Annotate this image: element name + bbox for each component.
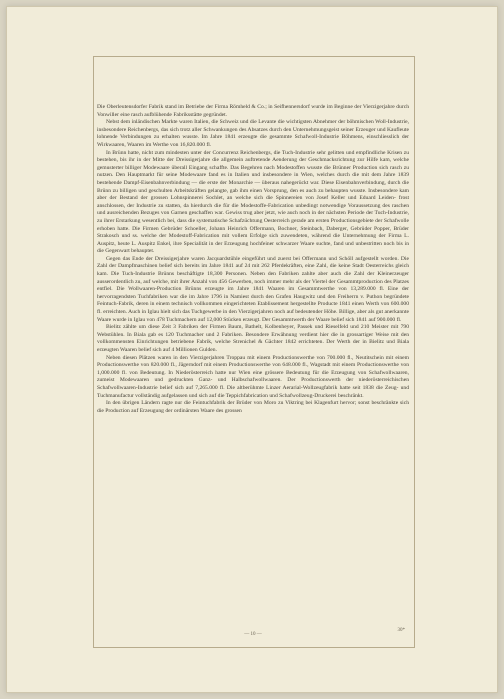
paragraph: In Brünn hatte, nicht zum mindesten unter der Concurrenz Reichenbergs, die Tuch-Industrie sehr gelitten und empfindliche Krisen zu bestehen, bis ihr in der Mitte der Dreissigerjahre die allgemein auftretende Aenderung der Geschmacksrichtung zur Hilfe kam, welche gemusterter billiger Modewaare überall Eingang schaffte. Das Begehren nach Modestoffen wusste die Brünner Production sich rasch zu nutzen. Den Hauptmarkt für seine Modewaare fand es in Italien und insbesondere in Wien, welches durch die mit dem Jahre 1839 bestehende Dampf-Eisenbahnverbindung — die erste der Monarchie — überaus nahegerückt war. Diese Eisenbahnverbindung, durch die Brünn zu billigen und geschulten Arbeitskräften gelangte, gab ihm einen Vorsprung, den es auch zu behaupten wusste. Insbesondere kam aber der Bestand der grossen Lohnspinnerei Sochlet, an welche sich die Spinnereien von Josef Keller und Eduard Leiden- frost anschlossen, der Industrie zu statten, da hierdurch die für die Modestoffe-Fabrication unbedingt notwendige Voraussetzung des raschen und ausreichenden Bezuges von Garnen geschaffen war. Gewiss trug aber jetzt, wie auch noch in der nächsten Periode der Tuch-Industrie, zu ihrer Erstarkung wesentlich bei, dass die systematische Schafzüchtung Oesterreich gerade am ersten Productionsgebiete der Schafwolle erhoben hatte. Die Firmen Gebrüder Schoeller, Johann Heinrich Offermann, Bochner, Steinbach, Daberger, Gebrüder Popper, Brüder Strakosch und ss. welche der Modestoff-Fabrication mit vollem Erfolge sich zuwendeten, während die Unternehmung der Firma L. Auspitz, heute L. Auspitz Enkel, ihre Specialität in der Erzeugung hochfeiner schwarzer Waare suchte, fand und unbestritten noch bis in die Gegenwart behauptet.	[97, 149, 409, 255]
paragraph: Bielitz zählte um diese Zeit 3 Fabriken der Firmen Baum, Bathelt, Kolbenheyer, Passek und Rieselfeld und 210 Meister mit 790 Webstühlen. In Biala gab es 120 Tuchmacher und 2 Fabriken. Besondere Erwähnung verdient hier die in grossartiger Weise mit den vollkommensten Einrichtungen betriebene Fabrik, welche Strenichel & Gächter 1842 errichteten. Der Werth der in Bielitz und Biala erzeugten Waaren belief sich auf 4 Millionen Gulden.	[97, 324, 409, 353]
document-page	[6, 6, 498, 693]
paragraph: Neben diesen Plätzen waren in den Vierzigerjahren Troppau mit einem Productionswerthe von 700.000 fl., Neutitschein mit einem Productionswerthe von 820.000 fl., Jägerndorf mit einem Productionswerthe von 648.000 fl., Wagstadt mit einem Productionswerthe von 1,000.000 fl. von Bedeutung. In Niederösterreich hatte nur Wien eine grössere Bedeutung für die Erzeugung von Schafwollwaaren, zumeist Modewaaren und gedruckten Ganz- und Halbschafwollwaaren. Der Productionswerth der niederösterreichischen Schafwollwaaren-Industrie belief sich auf 7,265.000 fl. Die altberühmte Linzer Aerarial-Wollzeugfabrik hatte seit 1838 die Zeug- und Tuchmanufactur vollständig aufgelassen und sich auf die Teppichfabrication und Schafwollzeug-Druckerei beschränkt.	[97, 354, 409, 399]
paragraph: In den übrigen Ländern ragte nur die Feintuchfabrik der Brüder von Moro zu Viktring bei Klagenfurt hervor; sonst beschränkte sich die Production auf Erzeugung der ordinärsten Waare des grossen	[97, 400, 409, 414]
body-text	[97, 104, 409, 415]
paragraph: Die Oberleutensdorfer Fabrik stand im Betriebe der Firma Römheld & Co.; in Seifhennersdorf wurde im Beginne der Vierzigerjahre durch Vonwiller eine rasch aufblühende Fabriksstätte gegründet.	[97, 104, 409, 118]
paragraph: Nebst dem inländischen Markte waren Italien, die Schweiz und die Levante die wichtigsten Abnehmer der böhmischen Woll-Industrie, insbesondere Reichenbergs, das sich trotz aller Schwankungen des Absatzes durch den Unternehmungsgeist seiner Erzeuger und Kaufleute lohnende Verbindungen zu erhalten wusste. Im Jahre 1841 erzeugte die gesammte Schafwoll-Industrie Böhmens, einschliesslich der Wirkwaaren, Waaren im Werthe von 16,820.000 fl.	[97, 119, 409, 148]
page-footer	[97, 628, 409, 640]
page-number: — 10 —	[244, 632, 262, 637]
signature-mark: 30*	[397, 628, 405, 633]
paragraph: Gegen das Ende der Dreissigerjahre waren Jacquardstühle eingeführt und zuerst bei Offermann und Schöll aufgestellt worden. Die Zahl der Dampfmaschinen belief sich bereits im Jahre 1841 auf 24 mit 262 Pferdekräften, eine Zahl, die keine Stadt Oesterreichs gleich kam. Die Tuch-Industrie Brünns beschäftigte 18,300 Personen. Neben den Fabriken zahlte aber auch die Zahl der Kleinerzeuger ausserordentlich zu, auf welche, mit ihrer Anzahl von 456 Gewerben, noch immer mehr als der Viertel der Gesammtproduction des Platzes entfiel. Die Wollwaaren-Production Brünns erzeugte im Jahre 1841 Waaren im Gesammtwerthe von 13,289.000 fl. Eine der hervorragendsten Tuchfabriken war die im Jahre 1796 in Namiest durch den Grafen Haugwitz und den Freiherrn v. Puthon begründete Feintuch-Fabrik, deren in einem technisch vollkommen eingerichteten Etablissement hergestellte Producte 1841 einen Werth von 600.000 fl. erreichten. Auch in Iglau hielt sich das Tuchgewerbe in den Vierzigerjahren noch auf bedeutender Höhe. Billige, aber als gut anerkannte Waare wurde in Iglau von 478 Tuchmachern auf 12,000 Stücken erzeugt. Der Gesammtwerth der Waare belief sich 1841 auf 900.000 fl.	[97, 255, 409, 323]
